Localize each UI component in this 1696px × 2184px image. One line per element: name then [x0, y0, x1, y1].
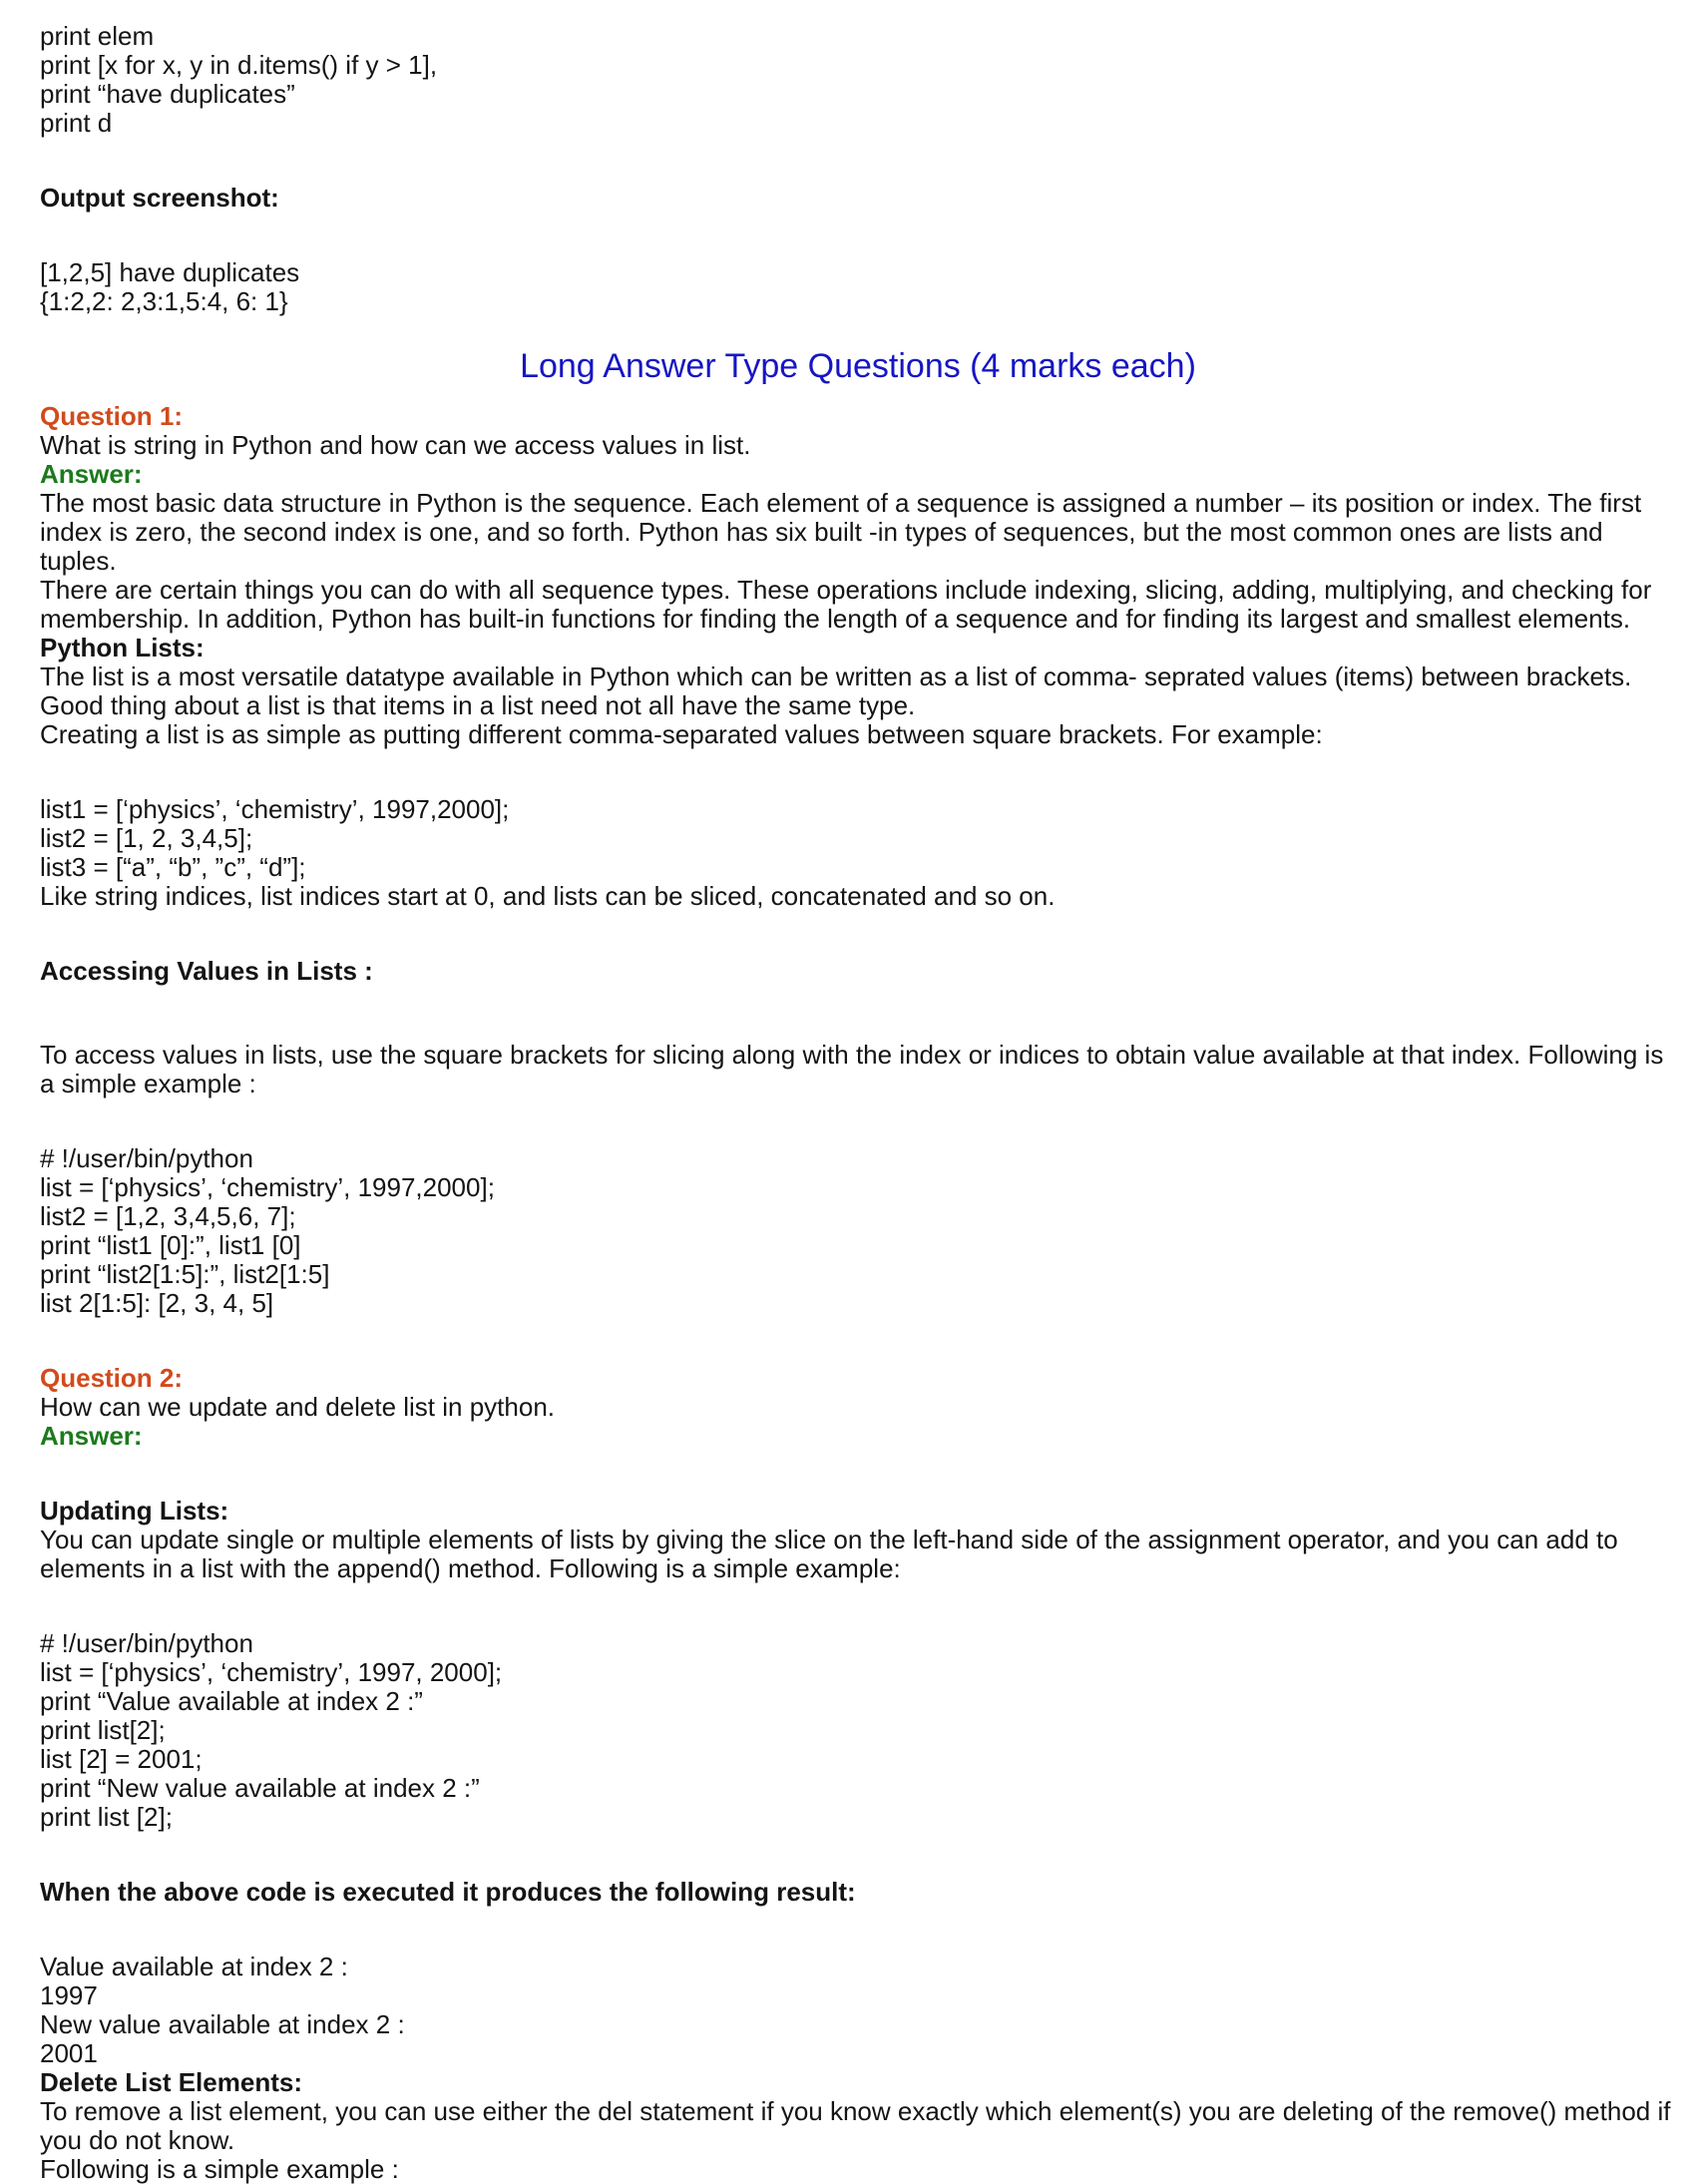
answer-1-paragraph: There are certain things you can do with all sequence types. These operations include indexing, slicing, adding, multiplying, and checking for membership. In addition, Python has built-in functions for finding the length of a sequence and for finding its largest and smallest elements.	[40, 575, 1652, 634]
code-line: print “list2[1:5]:”, list2[1:5]	[40, 1259, 330, 1289]
output-block	[40, 258, 1676, 316]
code-line: list1 = [‘physics’, ‘chemistry’, 1997,2000];	[40, 794, 510, 824]
question-1-text: What is string in Python and how can we access values in list.	[40, 430, 751, 460]
answer-1-paragraph: Like string indices, list indices start at 0, and lists can be sliced, concatenated and so on.	[40, 881, 1056, 911]
python-lists-heading: Python Lists:	[40, 633, 205, 662]
question-1-label: Question 1:	[40, 401, 184, 431]
code-line: print [x for x, y in d.items() if y > 1],	[40, 50, 438, 80]
result-line: Value available at index 2 :	[40, 1952, 348, 1981]
question-2-text: How can we update and delete list in python.	[40, 1392, 556, 1422]
code-line: print “Value available at index 2 :”	[40, 1686, 423, 1716]
answer-1-paragraph: Creating a list is as simple as putting different comma-separated values between square brackets. For example:	[40, 719, 1323, 749]
answer-1-paragraph: The most basic data structure in Python is the sequence. Each element of a sequence is assigned a number – its position or index. The first index is zero, the second index is one, and so forth. Python has six built -in types of sequences, but the most common ones are lists and tuples.	[40, 488, 1642, 576]
code-line: list2 = [1, 2, 3,4,5];	[40, 823, 253, 853]
answer-2-paragraph: You can update single or multiple elements of lists by giving the slice on the left-hand side of the assignment operator, and you can add to elements in a list with the append() method. Following is a simple example:	[40, 1525, 1618, 1583]
code-line: print list[2];	[40, 1715, 166, 1745]
answer-2-paragraph: To remove a list element, you can use either the del statement if you know exactly which element(s) you are deleting of the remove() method if you do not know.	[40, 2096, 1671, 2155]
output-line: {1:2,2: 2,3:1,5:4, 6: 1}	[40, 286, 288, 316]
code-block-top	[40, 22, 1676, 138]
output-line: [1,2,5] have duplicates	[40, 257, 300, 287]
document-page	[40, 22, 1676, 2184]
result-block	[40, 1953, 1676, 2068]
answer-2-paragraph: Following is a simple example :	[40, 2154, 399, 2184]
result-heading: When the above code is executed it produces the following result:	[40, 1877, 856, 1907]
delete-list-heading: Delete List Elements:	[40, 2067, 302, 2097]
code-line: print “have duplicates”	[40, 79, 295, 109]
code-block-access	[40, 1144, 1676, 1318]
code-line: print “list1 [0]:”, list1 [0]	[40, 1230, 301, 1260]
code-line: print list [2];	[40, 1802, 173, 1832]
code-line: print “New value available at index 2 :”	[40, 1773, 480, 1803]
accessing-values-heading: Accessing Values in Lists :	[40, 956, 373, 986]
answer-1-paragraph: The list is a most versatile datatype available in Python which can be written as a list of comma- seprated values (items) between brackets. Good thing about a list is that items in a list need not all have the same type.	[40, 661, 1632, 720]
code-line: # !/user/bin/python	[40, 1628, 253, 1658]
updating-lists-heading: Updating Lists:	[40, 1496, 229, 1526]
code-block-lists	[40, 795, 1676, 882]
result-line: New value available at index 2 :	[40, 2009, 405, 2039]
code-line: list3 = [“a”, “b”, ”c”, “d”];	[40, 852, 306, 882]
output-heading: Output screenshot:	[40, 183, 279, 213]
section-title: Long Answer Type Questions (4 marks each)	[520, 347, 1196, 385]
code-line: print d	[40, 108, 113, 138]
question-2-label: Question 2:	[40, 1363, 184, 1393]
code-line: list 2[1:5]: [2, 3, 4, 5]	[40, 1288, 274, 1318]
code-block-update	[40, 1629, 1676, 1832]
result-line: 1997	[40, 1980, 98, 2010]
code-line: list [2] = 2001;	[40, 1744, 203, 1774]
code-line: list2 = [1,2, 3,4,5,6, 7];	[40, 1201, 296, 1231]
answer-1-paragraph: To access values in lists, use the square brackets for slicing along with the index or indices to obtain value available at that index. Following is a simple example :	[40, 1040, 1664, 1098]
code-line: list = [‘physics’, ‘chemistry’, 1997, 2000];	[40, 1657, 503, 1687]
code-line: # !/user/bin/python	[40, 1143, 253, 1173]
result-line: 2001	[40, 2038, 98, 2068]
answer-2-label: Answer:	[40, 1421, 143, 1451]
code-line: list = [‘physics’, ‘chemistry’, 1997,2000];	[40, 1172, 495, 1202]
answer-1-label: Answer:	[40, 459, 143, 489]
code-line: print elem	[40, 21, 155, 51]
